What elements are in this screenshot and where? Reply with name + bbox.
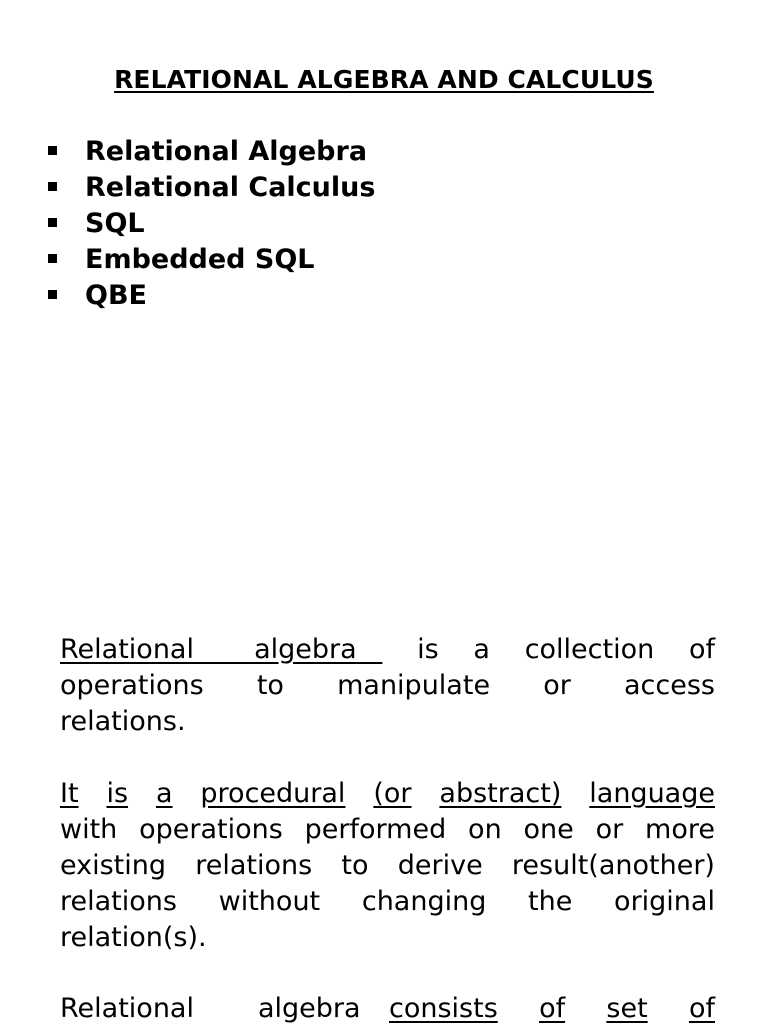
page-title: RELATIONAL ALGEBRA AND CALCULUS (114, 65, 654, 94)
word: existing (60, 850, 167, 881)
text-line (60, 704, 715, 740)
word: with (60, 814, 118, 845)
word: more (645, 814, 715, 845)
word: result(another) (511, 850, 715, 881)
square-bullet-icon (48, 218, 57, 227)
word: relations. (60, 706, 186, 737)
word: original (614, 886, 715, 917)
word: collection (524, 634, 655, 665)
word: operations (60, 670, 204, 701)
topic-label: QBE (85, 280, 147, 311)
word: derive (397, 850, 483, 881)
word: procedural (200, 778, 346, 809)
text-line (60, 920, 715, 956)
topic-label: Embedded SQL (85, 244, 315, 275)
text-line (60, 632, 715, 668)
word: to (256, 670, 284, 701)
word: access (623, 670, 715, 701)
word: or (595, 814, 624, 845)
word: relations (195, 850, 313, 881)
paragraph-procedural (60, 776, 715, 956)
square-bullet-icon (48, 290, 57, 299)
text-line (60, 991, 715, 1027)
word: algebra (257, 993, 361, 1024)
word: on (468, 814, 502, 845)
paragraph-consists (60, 991, 715, 1027)
word: a (473, 634, 490, 665)
word: It (60, 778, 79, 809)
word: to (341, 850, 369, 881)
word: without (218, 886, 321, 917)
word: is (106, 778, 129, 809)
paragraph-definition (60, 632, 715, 740)
topic-label: Relational Calculus (85, 172, 376, 203)
word: Relational (60, 993, 194, 1024)
text-line (60, 812, 715, 848)
square-bullet-icon (48, 146, 57, 155)
word: language (589, 778, 715, 809)
phrase-underlined: consists of set of (389, 993, 715, 1024)
topic-label: Relational Algebra (85, 136, 368, 167)
word: relation(s). (60, 922, 207, 953)
text-line (60, 884, 715, 920)
square-bullet-icon (48, 254, 57, 263)
word: operations (139, 814, 283, 845)
word: is (417, 634, 439, 665)
text-line (60, 848, 715, 884)
word: relations (60, 886, 177, 917)
word: manipulate (337, 670, 491, 701)
word: (or (373, 778, 412, 809)
word: a (155, 778, 173, 809)
word: changing (361, 886, 487, 917)
text-line-underlined (60, 776, 715, 812)
square-bullet-icon (48, 182, 57, 191)
word: of (688, 634, 715, 665)
word: the (528, 886, 573, 917)
term-underlined: Relational algebra (60, 634, 357, 665)
text-line (60, 668, 715, 704)
word: abstract) (439, 778, 562, 809)
topic-label: SQL (85, 208, 145, 239)
word: one (523, 814, 574, 845)
word: performed (304, 814, 447, 845)
word: or (543, 670, 571, 701)
